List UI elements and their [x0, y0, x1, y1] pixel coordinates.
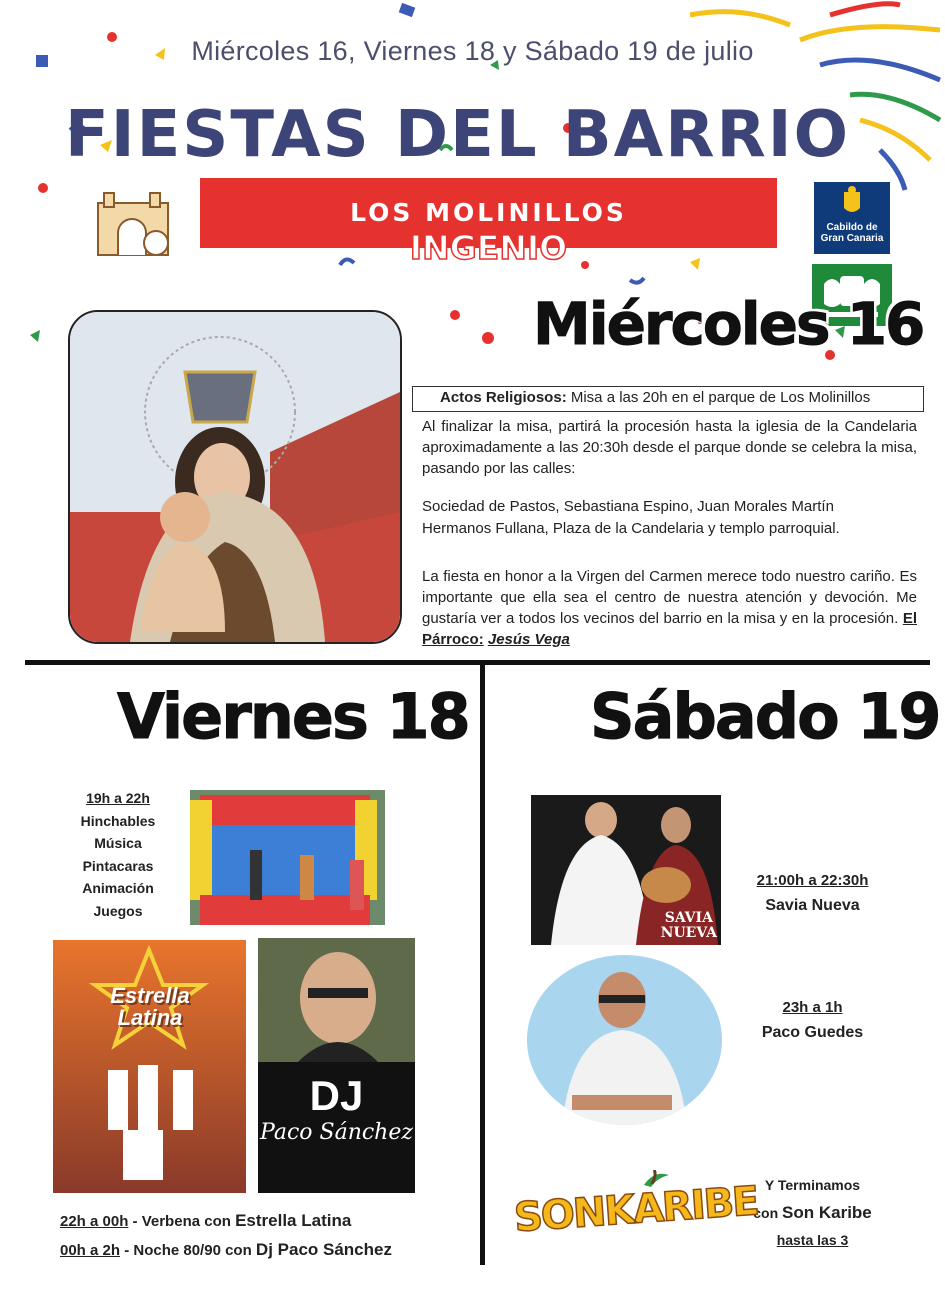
- closing-prefix: con: [753, 1205, 783, 1221]
- activity-item: Música: [94, 835, 142, 851]
- closing-act: Son Karibe: [782, 1203, 872, 1222]
- procession-paragraph: Al finalizar la misa, partirá la procesión hasta la iglesia de la Candelaria aproximadamente a las 20:30h desde el parque donde se celebra la misa, pasando por las calles:: [422, 418, 917, 477]
- event-dates: Miércoles 16, Viernes 18 y Sábado 19 de julio: [191, 36, 754, 66]
- cabildo-logo: [814, 182, 890, 254]
- signature-name: Jesús Vega: [487, 631, 570, 648]
- streets-line-2: Hermanos Fullana, Plaza de la Candelaria y templo parroquial.: [422, 520, 840, 537]
- savia-caption-2: NUEVA: [660, 925, 717, 941]
- parish-message-text: La fiesta en honor a la Virgen del Carmen merece todo nuestro cariño. Es importante que ella sea el centro de nuestra atención y devoción. Me gustaría ver a todos los vecinos del barrio en la misa y en la procesión.: [422, 568, 917, 627]
- friday-time-3: 00h a 2h: [60, 1242, 121, 1259]
- saturday-heading: Sábado 19: [590, 680, 940, 753]
- virgin-carmen-photo: [68, 310, 402, 644]
- streets-line-1: Sociedad de Pastos, Sebastiana Espino, Juan Morales Martín: [422, 498, 834, 515]
- estrella-logo-line-2: Latina: [117, 1005, 183, 1030]
- closing-line-1: Y Terminamos: [764, 1177, 861, 1193]
- savia-nueva-photo: [531, 795, 721, 945]
- bouncy-castle-photo: [190, 790, 385, 925]
- activity-item: Pintacaras: [82, 857, 154, 874]
- religious-acts-label: Actos Religiosos:: [440, 389, 567, 406]
- horizontal-divider: [25, 660, 930, 665]
- friday-time-1: 19h a 22h: [86, 790, 150, 806]
- banner-subtitle: INGENIO: [409, 228, 568, 267]
- vertical-divider: [480, 665, 485, 1265]
- religious-acts-line: [440, 389, 870, 406]
- savia-nueva-caption: [661, 911, 717, 941]
- estrella-logo-line-1: Estrella: [110, 983, 190, 1008]
- saturday-time-1: 21:00h a 22:30h: [756, 872, 869, 889]
- estrella-latina-photo: [53, 940, 246, 1193]
- dj-logo: DJ: [309, 1072, 364, 1119]
- saturday-slot-1: [735, 870, 890, 917]
- page-title: FIESTAS DEL BARRIO: [65, 98, 850, 172]
- friday-night-line-1: [60, 1211, 351, 1231]
- friday-text-3: - Noche 80/90 con: [120, 1242, 256, 1259]
- son-karibe-logo: [512, 1170, 760, 1265]
- closing-line-3: hasta las 3: [776, 1232, 849, 1248]
- saturday-time-2: 23h a 1h: [782, 999, 843, 1016]
- estrella-latina-logo: [70, 985, 230, 1029]
- saturday-slot-2: [735, 997, 890, 1044]
- friday-heading: Viernes 18: [117, 680, 469, 753]
- son-karibe-logo-text: SONKARIBE: [512, 1178, 760, 1242]
- friday-afternoon-schedule: [58, 787, 178, 922]
- wednesday-heading: Miércoles 16: [533, 290, 924, 358]
- friday-act-2: Estrella Latina: [235, 1211, 352, 1230]
- friday-text-2: - Verbena con: [128, 1213, 236, 1230]
- dj-logo-script: Paco Sánchez: [260, 1120, 413, 1145]
- association-logo: [90, 185, 175, 260]
- cabildo-logo-text: Cabildo de Gran Canaria: [820, 222, 884, 244]
- friday-night-line-2: [60, 1240, 392, 1260]
- activity-item: Juegos: [93, 902, 143, 919]
- friday-act-3: Dj Paco Sánchez: [255, 1240, 392, 1259]
- activity-item: Hinchables: [80, 812, 156, 829]
- dj-paco-sanchez-photo: [258, 938, 415, 1193]
- saturday-act-2: Paco Guedes: [761, 1023, 864, 1041]
- signature-label: El Párroco:: [422, 610, 917, 648]
- banner-title: LOS MOLINILLOS: [350, 198, 627, 227]
- activity-item: Animación: [82, 880, 154, 896]
- religious-acts-value: Misa a las 20h en el parque de Los Molinillos: [566, 389, 871, 406]
- friday-time-2: 22h a 00h: [60, 1213, 129, 1230]
- saturday-act-1: Savia Nueva: [765, 896, 860, 914]
- parish-message: [422, 566, 917, 650]
- savia-caption-1: SAVIA: [664, 910, 713, 926]
- paco-guedes-photo: [527, 955, 722, 1125]
